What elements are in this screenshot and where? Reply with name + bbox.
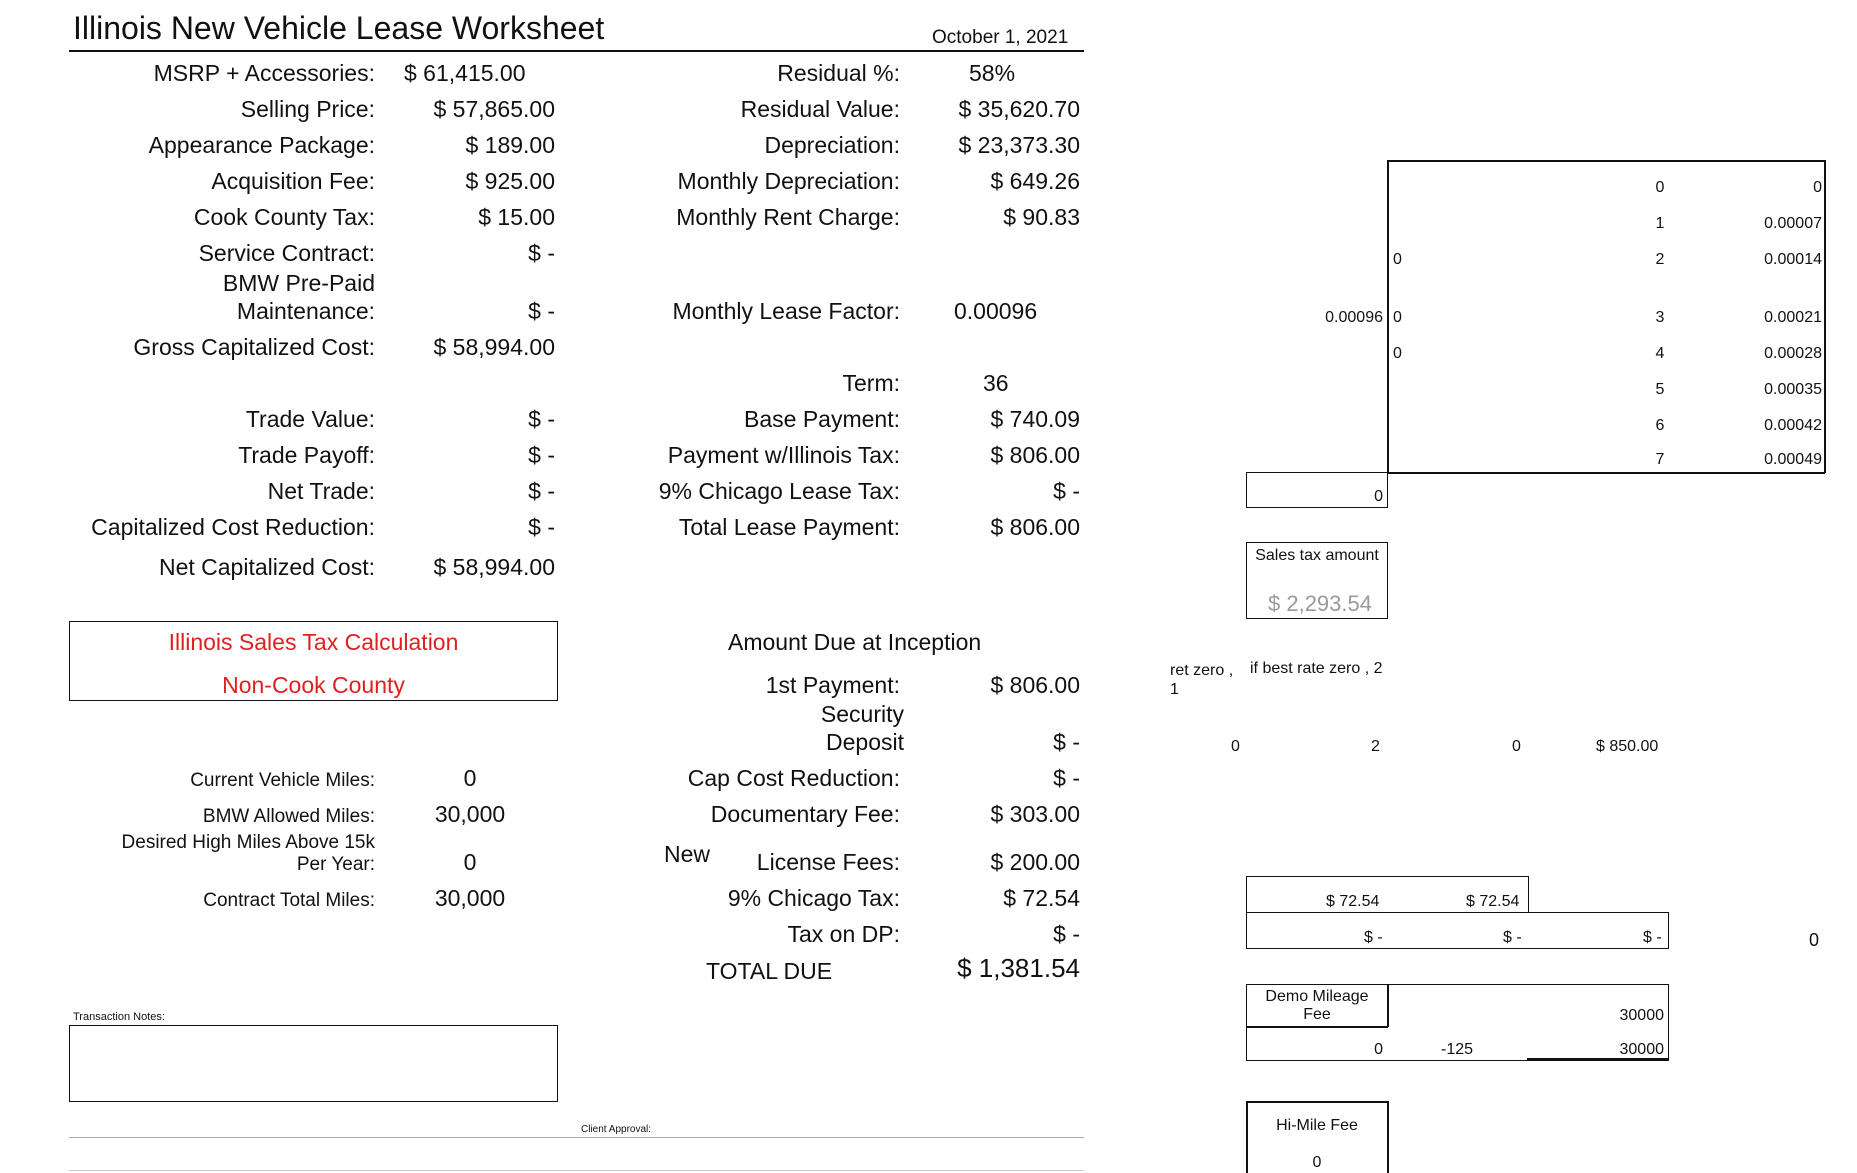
- residual-percent-value: 58%: [969, 60, 1016, 86]
- factor-index-4: 4: [1655, 345, 1665, 362]
- prepaid-maintenance-value: $ -: [528, 298, 555, 324]
- chicago-tax-label: 9% Chicago Tax:: [727, 885, 900, 911]
- current-miles-label: Current Vehicle Miles:: [190, 770, 375, 791]
- prepaid-maintenance-label-1: BMW Pre-Paid: [222, 270, 375, 296]
- trade-value-label: Trade Value:: [245, 406, 375, 432]
- sales-tax-box-region: Non-Cook County: [222, 672, 405, 698]
- factor-table-right: [1824, 160, 1826, 473]
- service-contract-value: $ -: [528, 240, 555, 266]
- net-trade-label: Net Trade:: [267, 478, 375, 504]
- demo-mileage-top-value: 30000: [1619, 1007, 1664, 1024]
- demo-mileage-divider-h2: [1527, 1058, 1669, 1060]
- small-box-value: 0: [1374, 488, 1383, 505]
- monthly-depreciation-label: Monthly Depreciation:: [677, 168, 900, 194]
- payment-il-tax-label: Payment w/Illinois Tax:: [667, 442, 900, 468]
- himile-box-left: [1246, 1101, 1248, 1173]
- chicago-lease-tax-value: $ -: [1053, 478, 1080, 504]
- chicago-lease-tax-label: 9% Chicago Lease Tax:: [658, 478, 900, 504]
- factor-value-6: 0.00042: [1764, 417, 1822, 434]
- factor-value-3: 0.00021: [1764, 309, 1822, 326]
- inception-cap-cost-label: Cap Cost Reduction:: [687, 765, 900, 791]
- payment-il-tax-value: $ 806.00: [990, 442, 1080, 468]
- factor-value-5: 0.00035: [1764, 381, 1822, 398]
- selling-price-value: $ 57,865.00: [433, 96, 555, 122]
- tax-row-1-value-1: $ 72.54: [1326, 893, 1380, 910]
- net-cap-cost-label: Net Capitalized Cost:: [158, 554, 375, 580]
- new-label: New: [664, 841, 711, 867]
- tax-row-2-value-1: $ -: [1364, 929, 1383, 946]
- chicago-tax-value: $ 72.54: [1003, 885, 1080, 911]
- contract-total-miles-value: 30,000: [434, 885, 506, 911]
- tax-row-2-value-2: $ -: [1503, 929, 1522, 946]
- factor-table-top: [1387, 160, 1825, 162]
- factor-index-0: 0: [1655, 179, 1665, 196]
- transaction-notes-label: Transaction Notes:: [73, 1011, 165, 1023]
- current-miles-value: 0: [463, 765, 477, 791]
- net-trade-value: $ -: [528, 478, 555, 504]
- residual-percent-label: Residual %:: [777, 60, 900, 86]
- gross-cap-cost-value: $ 58,994.00: [433, 334, 555, 360]
- ret-zero-label: ret zero , 1: [1170, 662, 1234, 698]
- service-contract-label: Service Contract:: [198, 240, 375, 266]
- allowed-miles-label: BMW Allowed Miles:: [202, 806, 375, 827]
- selling-price-label: Selling Price:: [240, 96, 375, 122]
- msrp-value: $ 61,415.00: [404, 60, 526, 86]
- factor-index-3: 3: [1655, 309, 1665, 326]
- factor-index-2: 2: [1655, 251, 1665, 268]
- tax-row-side-value: 0: [1809, 930, 1820, 950]
- license-fees-label: License Fees:: [756, 849, 900, 875]
- cap-cost-reduction-value: $ -: [528, 514, 555, 540]
- sales-tax-box-title: Illinois Sales Tax Calculation: [168, 629, 459, 655]
- residual-value-label: Residual Value:: [740, 96, 900, 122]
- factor-table-bottom: [1387, 472, 1825, 474]
- demo-mileage-bottom-2: -125: [1441, 1041, 1474, 1058]
- trade-payoff-label: Trade Payoff:: [238, 442, 375, 468]
- tax-on-dp-value: $ -: [1053, 921, 1080, 947]
- monthly-rent-charge-label: Monthly Rent Charge:: [676, 204, 900, 230]
- inception-cap-cost-value: $ -: [1053, 765, 1080, 791]
- security-deposit-label-1: Security: [820, 701, 904, 727]
- monthly-lease-factor-value: 0.00096: [954, 298, 1038, 324]
- total-lease-payment-label: Total Lease Payment:: [678, 514, 900, 540]
- demo-mileage-label: Demo Mileage Fee: [1265, 988, 1369, 1023]
- contract-total-miles-label: Contract Total Miles:: [203, 890, 375, 911]
- appearance-package-label: Appearance Package:: [148, 132, 375, 158]
- cap-cost-reduction-label: Capitalized Cost Reduction:: [91, 514, 375, 540]
- documentary-fee-value: $ 303.00: [990, 801, 1080, 827]
- msrp-label: MSRP + Accessories:: [153, 60, 375, 86]
- header-rule: [69, 50, 1084, 52]
- monthly-rent-charge-value: $ 90.83: [1003, 204, 1080, 230]
- himile-box-right: [1387, 1101, 1389, 1173]
- desired-high-miles-label-2: Per Year:: [296, 854, 375, 875]
- sales-tax-amount-label: Sales tax amount: [1255, 547, 1379, 564]
- side-row-value-3: 0: [1512, 738, 1521, 755]
- base-payment-value: $ 740.09: [990, 406, 1080, 432]
- approval-rule: [69, 1137, 1084, 1138]
- cook-county-tax-label: Cook County Tax:: [193, 204, 375, 230]
- license-fees-value: $ 200.00: [990, 849, 1080, 875]
- side-zero-a: 0: [1393, 251, 1402, 268]
- allowed-miles-value: 30,000: [434, 801, 506, 827]
- gross-cap-cost-label: Gross Capitalized Cost:: [133, 334, 375, 360]
- security-deposit-value: $ -: [1053, 729, 1080, 755]
- documentary-fee-label: Documentary Fee:: [710, 801, 900, 827]
- factor-value-1: 0.00007: [1764, 215, 1822, 232]
- tax-row-1-value-2: $ 72.54: [1466, 893, 1520, 910]
- bottom-rule: [69, 1170, 1084, 1171]
- side-row-value-2: 2: [1371, 738, 1380, 755]
- factor-value-2: 0.00014: [1764, 251, 1822, 268]
- himile-box-top: [1246, 1101, 1388, 1103]
- side-zero-c: 0: [1393, 345, 1402, 362]
- desired-high-miles-value: 0: [463, 849, 477, 875]
- first-payment-value: $ 806.00: [990, 672, 1080, 698]
- net-cap-cost-value: $ 58,994.00: [433, 554, 555, 580]
- appearance-package-value: $ 189.00: [465, 132, 555, 158]
- desired-high-miles-label-1: Desired High Miles Above 15k: [121, 832, 375, 853]
- demo-mileage-divider-v: [1387, 984, 1389, 1027]
- residual-value-value: $ 35,620.70: [958, 96, 1080, 122]
- transaction-notes-field[interactable]: [69, 1025, 558, 1102]
- term-label: Term:: [842, 370, 900, 396]
- client-approval-label: Client Approval:: [581, 1124, 652, 1135]
- tax-on-dp-label: Tax on DP:: [787, 921, 900, 947]
- demo-mileage-divider-h: [1246, 1026, 1388, 1028]
- himile-fee-value: 0: [1312, 1154, 1322, 1171]
- factor-value-4: 0.00028: [1764, 345, 1822, 362]
- tax-row-2-value-3: $ -: [1643, 929, 1662, 946]
- demo-mileage-bottom-1: 0: [1374, 1041, 1383, 1058]
- factor-index-6: 6: [1655, 417, 1665, 434]
- side-zero-b: 0: [1393, 309, 1402, 326]
- himile-fee-label: Hi-Mile Fee: [1276, 1117, 1358, 1134]
- factor-index-5: 5: [1655, 381, 1665, 398]
- demo-mileage-bottom-3: 30000: [1619, 1041, 1664, 1058]
- side-row-value-4: $ 850.00: [1596, 738, 1659, 755]
- depreciation-label: Depreciation:: [764, 132, 900, 158]
- side-row-value-1: 0: [1231, 738, 1240, 755]
- worksheet-date: October 1, 2021: [932, 27, 1069, 48]
- inception-title: Amount Due at Inception: [728, 629, 982, 655]
- best-rate-label: if best rate zero , 2: [1250, 660, 1383, 677]
- acquisition-fee-label: Acquisition Fee:: [211, 168, 375, 194]
- trade-value-value: $ -: [528, 406, 555, 432]
- prepaid-maintenance-label-2: Maintenance:: [236, 298, 375, 324]
- factor-table-left: [1387, 160, 1389, 473]
- total-lease-payment-value: $ 806.00: [990, 514, 1080, 540]
- acquisition-fee-value: $ 925.00: [465, 168, 555, 194]
- total-due-value: $ 1,381.54: [957, 953, 1080, 983]
- small-value-box: [1246, 472, 1388, 508]
- depreciation-value: $ 23,373.30: [958, 132, 1080, 158]
- cook-county-tax-value: $ 15.00: [478, 204, 555, 230]
- page-title: Illinois New Vehicle Lease Worksheet: [73, 10, 605, 46]
- tax-row-2-box: [1246, 912, 1669, 949]
- factor-index-7: 7: [1655, 451, 1665, 468]
- first-payment-label: 1st Payment:: [765, 672, 900, 698]
- trade-payoff-value: $ -: [528, 442, 555, 468]
- monthly-lease-factor-label: Monthly Lease Factor:: [672, 298, 900, 324]
- side-lease-factor: 0.00096: [1325, 309, 1383, 326]
- factor-value-7: 0.00049: [1764, 451, 1822, 468]
- sales-tax-amount-value: $ 2,293.54: [1268, 591, 1372, 616]
- factor-index-1: 1: [1655, 215, 1665, 232]
- monthly-depreciation-value: $ 649.26: [990, 168, 1080, 194]
- total-due-label: TOTAL DUE: [706, 958, 833, 984]
- factor-value-0: 0: [1813, 179, 1822, 196]
- security-deposit-label-2: Deposit: [826, 729, 904, 755]
- base-payment-label: Base Payment:: [744, 406, 900, 432]
- term-value: 36: [983, 370, 1009, 396]
